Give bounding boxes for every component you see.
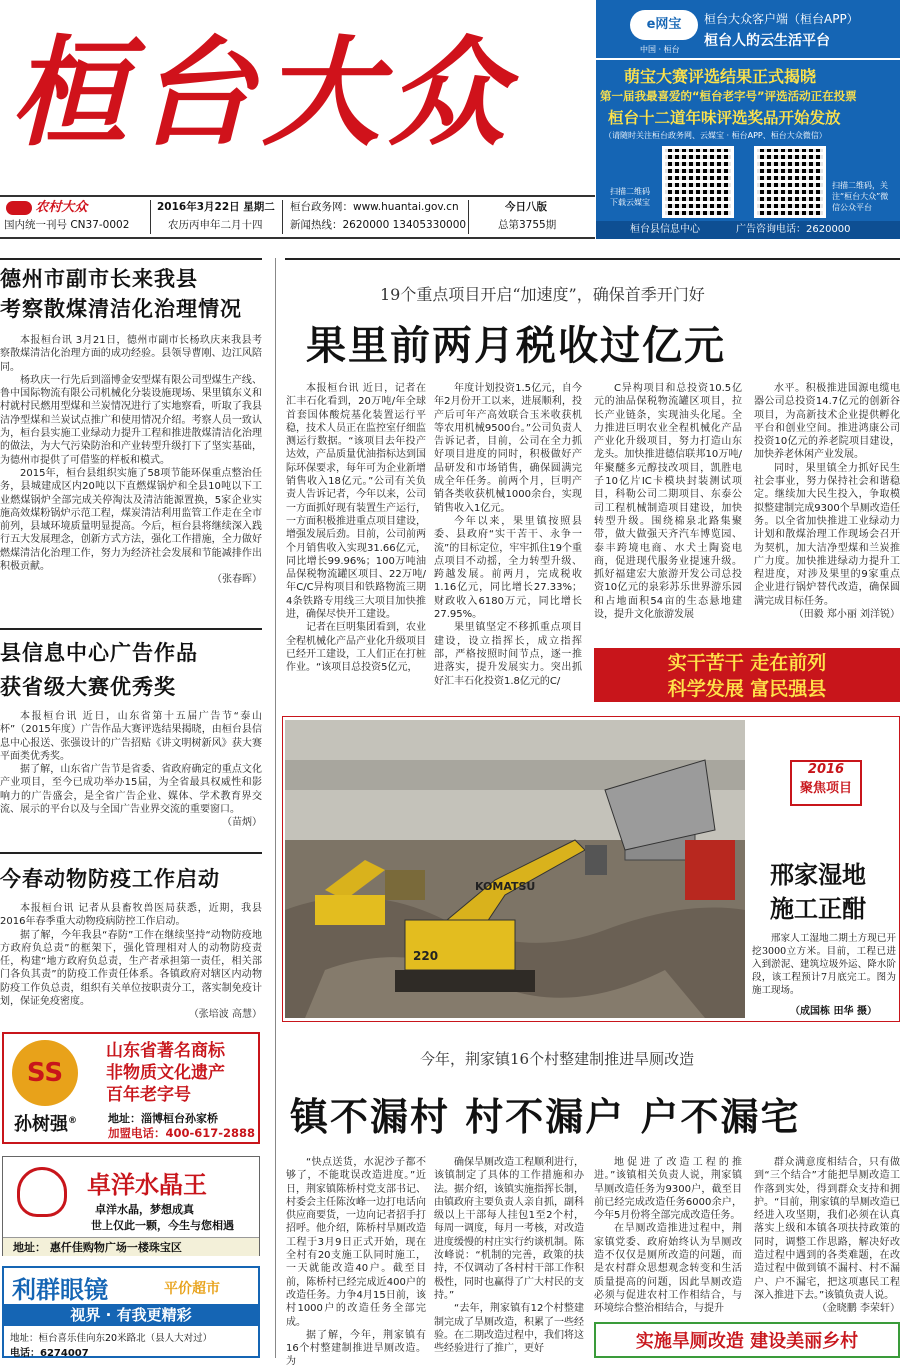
issue-number: 总第3755期 (498, 219, 557, 231)
byline: （张春晖） (212, 574, 262, 586)
ad-brand-name: 卓洋水晶王 (87, 1170, 207, 1199)
app-label: 桓台大众客户端（桓台APP） (704, 12, 859, 26)
issue-date: 2016年3月22日 星期二 (157, 201, 275, 213)
byline: （田毅 郑小丽 刘洋锐） (793, 609, 900, 621)
ss-logo-icon: SS (12, 1040, 78, 1106)
lead-col-4: 水平。积极推进国源电缆电器公司总投资14.7亿元的创新谷项目，为高新技术企业提供孵化平台和创业空间。推进鸿康公司投资10亿元的养老院项目建设，加快养老休闲产业发展。 同时，果里镇全力抓好民生社会事业，努力保持社会和谐稳定。继续加大民生投入，争取模拟整建制完成9300个旱厕改造任务。以全省加快推进工业绿动力计划和散煤治理工作现场会召开为契机，加大洁净型煤和兰炭推广力度。加快推进绿动力提升工程进度，对涉及果里的9家重点企业进行锅炉替代改造，确保圆满完成目标任务。 （田毅 郑小丽 刘洋锐） (754, 383, 900, 621)
headline: 县信息中心广告作品 (0, 640, 198, 665)
photo-headline: 邢家湿地 施工正酣 (770, 860, 866, 923)
article-epidemic (0, 864, 262, 1022)
crystal-logo-icon (17, 1167, 67, 1217)
masthead (0, 0, 595, 195)
toilet-col-4: 群众满意度相结合，只有做到“三个结合”才能把旱厕改造工作落到实处，得到群众支持和拥护。“目前，荆家镇的旱厕改造已经进入攻坚期，我们必须在认真落实上级和本镇各项扶持政策的同时，调整工作思路，解决好改造过程中遇到的各类难题，在改造过程中做到镇不漏村、村不漏户、户不漏宅，把这项惠民工程深入推进下去。”该镇负责人说。 （金晓鹏 李荣轩） (754, 1157, 900, 1315)
app-tagline: 桓台人的云生活平台 (704, 33, 830, 49)
qr-left-label: 扫描二维码 下载云媒宝 (610, 187, 650, 207)
ad-liqun[interactable] (2, 1266, 260, 1358)
hotline: 新闻热线：2620000 13405330000 (290, 219, 467, 231)
ad-line-2: 世上仅此一颗，今生与您相遇 (91, 1219, 234, 1232)
toilet-headline: 镇不漏村 村不漏户 户不漏宅 (290, 1094, 801, 1139)
article-body: 本报桓台讯 3月21日，德州市副市长杨玖庆来我县考察散煤清洁化治理方面的成功经验。县领导曹刚、边江风陪同。 杨玖庆一行先后到淄博金安型煤有限公司型煤生产线、鲁中国际物流有限公司机械化分装设施现场、果里镇东义和村就村民燃用型煤和兰炭情况进行了实地察看，听取了我县洁净型煤和兰炭试点推广和使用情况介绍。考察人员一致认为，桓台县实施工业绿动力提升工程和推进散煤清洁化治理的做法，为大气污染防治和产业转型升级打下了坚实基础，为德州市提供了可借鉴的样板和模式。 2015年，桓台县组织实施了58项节能环保重点整治任务，县城建成区内20吨以下直燃煤锅炉和全县10吨以下工业燃煤锅炉全部完成关停淘汰及清洁能源置换，5家企业实施高效煤粉锅炉示范工程，煤炭清洁利用监管工作走在全市前列，县域环境质量明显提高。今后，桓台县将继续深入践行五大发展理念，创新方式方法，强化工作措施，全力做好燃煤清洁化治理工作，努力为经济社会发展和节能减排作出积极贡献。 （张春晖） (0, 335, 262, 586)
ad-slogan: 视界 · 有我更精彩 (4, 1304, 258, 1326)
ad-line-3: 桓台十二道年味评选奖品开始发放 (608, 109, 841, 127)
ad-lines: 山东省著名商标 非物质文化遗产 百年老字号 (106, 1041, 225, 1105)
article-body: 本报桓台讯 记者从县畜牧兽医局获悉，近期，我县2016年春季重大动物疫病防控工作启动。 据了解，今年我县“春防”工作在继续坚持“动物防疫地方政府负总责”的框架下，强化管理相对人的动物防疫责任，构建“地方政府负总责，生产者承担第一责任，相关部门各负其责”的防疫工作责任体系。各镇政府对辖区内动物防疫工作负总责，组织有关单位按职责分工，落实制免疫计划，保证免疫密度。 （张培波 高慧） (0, 903, 262, 1021)
ad-line-1: 卓洋水晶，梦想成真 (95, 1203, 194, 1216)
ad-brand-name: 孙树强® (14, 1114, 77, 1135)
ad-line-2: 第一届我最喜爱的“桓台老字号”评选活动正在投票 (600, 89, 857, 103)
byline: （金晓鹏 李荣轩） (816, 1303, 900, 1315)
article-body: 本报桓台讯 近日，山东省第十五届广告节“泰山杯”（2015年度）广告作品大赛评选结果揭晓，由桓台县信息中心报送、张强设计的广告招贴《讲文明树新风》获大赛平面类优秀奖。 据了解，山东省广告节是省委、省政府确定的重点文化产业项目，至今已成功举办15届，为全省最具权威性和影响力的广告盛会，是全省广告企业、媒体、学术教育界交流、展示的平台以及与全国广告业界交流的重要窗口。 （苗炳） (0, 711, 262, 829)
ad-phone: 电话：6274007 (10, 1348, 89, 1359)
focus-badge: 2016 聚焦项目 (790, 760, 862, 806)
ad-brand-name: 利群眼镜 (12, 1275, 108, 1304)
qr-code-right[interactable] (754, 146, 826, 218)
slogan-banner: 实干苦干 走在前列 科学发展 富民强县 (594, 648, 900, 702)
website: 桓台政务网：www.huantai.gov.cn (290, 201, 459, 213)
construction-photo (285, 720, 745, 1018)
page-count: 今日八版 (505, 201, 547, 213)
svg-text:220: 220 (413, 949, 439, 963)
headline-line-2: 获省级大赛优秀奖 (0, 674, 176, 699)
lead-col-3: C异构项目和总投资10.5亿元的油品保税物流罐区项目，拉长产业链条，实现油头化尾。全力推进巨明农业全程机械化产品产业化升级项目，努力打造山东龙头。加快推进德信联邦10万吨/年聚醚多元醇技改项目，凯胜电子10亿片IC卡模块封装测试项目，科勒公司二期项目、东泰公司工程机械制造项目建设，加快转型升级。围绕棉泉北路集聚带，做大做强天齐汽车博览园、泰丰跨境电商、水犬土陶瓷电商，促进现代服务业提速升级。抓好福建宏大旅游开发公司总投资10亿元的泉彩苏乐世界游乐园和占地面积54亩的生态悬地建设，提升文化旅游发展 (594, 383, 742, 621)
ad-sunshuqiang[interactable] (2, 1032, 260, 1144)
ad-tag: 平价超市 (164, 1281, 220, 1297)
qr-code-left[interactable] (662, 146, 734, 218)
lead-col-2: 年度计划投资1.5亿元，自今年2月份开工以来，进展顺利，投产后可年产高效联合玉米收获机等农用机械9500台。”公司负责人告诉记者，目前，公司在全力抓好项目进度的同时，积极做好产品研发和市场销售，确保圆满完成全年任务。前两个月，巨明产销各类收获机械1000余台，实现销售收入1亿元。 今年以来，果里镇按照县委、县政府“实干苦干、永争一流”的目标定位，牢牢抓住19个重点项目不动摇，全力转型升级、跨越发展。前两月，完成税收1.16亿元，同比增长27.33%；财政收入6180万元，同比增长27.95%。 果里镇坚定不移抓重点项目建设，设立指挥长，成立指挥部，严格按照时间节点，逐一推进落实，提升发展实力。突出抓好汇丰石化投资1.8亿元的C/ (434, 383, 582, 687)
ad-note: （请随时关注桓台政务网、云媒宝 · 桓台APP、桓台大众微信） (604, 131, 827, 140)
ad-line-1: 萌宝大赛评选结果正式揭晓 (624, 67, 817, 86)
toilet-col-3: 地促进了改造工程的推进。”该镇相关负责人说，荆家镇旱厕改造任务为9300户，截至目前已经完成改造任务6000余户，今年5月份将全部完成改造任务。 在旱厕改造推进过程中，荆家镇党委、政府始终认为旱厕改造不仅仅是厕所改造的问题，而是农村群众思想观念转变和生活质量提高的问题，因此旱厕改造必须与促进农村工作相结合，与环境综合整治相结合，与提升 (594, 1157, 742, 1315)
masthead-title: 桓台大众 (10, 23, 515, 162)
svg-text:KOMATSU: KOMATSU (475, 880, 536, 893)
article-dezhou (0, 264, 262, 587)
brand-sub: 中国 · 桓台 (640, 45, 680, 54)
byline: （苗炳） (222, 817, 262, 829)
toilet-col-1: “快点送货，水泥沙子都不够了，不能耽误改造进度。”近日，荆家镇陈桥村党支部书记、村委会主任陈汝峰一边打电话向供应商要货，一边向记者招手打招呼。他介绍，陈桥村旱厕改造工程于3月9日正式开始，现在全村有20支施工队同时施工，一天就能改造40户。截至目前，陈桥村已经完成近400户的改造任务。力争4月15日前，该村1000户的改造任务全部完成。 据了解，今年，荆家镇有16个村整建制推进旱厕改造。为 (286, 1157, 426, 1368)
toilet-kicker: 今年，荆家镇16个村整建制推进旱厕改造 (420, 1050, 695, 1068)
top-right-ad (596, 0, 900, 239)
headline-line-2: 考察散煤清洁化治理情况 (0, 296, 242, 321)
qr-right-label: 扫描二维码，关注“桓台大众”微信公众平台 (832, 181, 889, 212)
sub-logo-icon (6, 201, 32, 215)
article-ad-award (0, 638, 262, 830)
lead-col-1: 本报桓台讯 近日，记者在汇丰石化看到，20万吨/年全球首套国体酸烷基化装置运行平稳，技术人员正在监控室仔细监测运行数据。“该项目去年投产达效，产品质量优油指标达到国际环保要求，每年可为企业新增销售收入18亿元。”公司有关负责人告诉记者，今年以来，公司一方面抓好现有装置生产运行，一方面积极推进重点项目建设，增强发展后劲。目前，公司前两个月销售收入实现31.66亿元，同比增长99.96%；100万吨油品保税物流罐区项目、22万吨/年C/C异构项目和铁路物流三期4条铁路专用线三大项目加快推进，确保尽快开工建设。 记者在巨明集团看到，农业全程机械化产品产业化升级项目已经开工建设，工人们正在打桩作业。“该项目总投资5亿元， (286, 383, 426, 674)
ad-address: 地址：桓台喜乐佳向东20米路北（县人大对过） (10, 1333, 213, 1344)
toilet-col-2: 确保旱厕改造工程顺利进行，该镇制定了具体的工作措施和办法。据介绍，该镇实施指挥长制，由镇政府主要负责人亲自抓，副科级以上干部每人挂包1至2个村，每周一调度，每月一考核，对改造进度缓慢的村庄实行约谈机制。陈汝峰说：“机制的完善，政策的扶持，不仅调动了各村村干部工作积极性，同时也赢得了广大村民的支持。” “去年，荆家镇有12个村整建制完成了旱厕改造，积累了一些经验。在二期改造过程中，我们将这些经验进行了推广，更好 (434, 1157, 584, 1355)
lunar-date: 农历丙申年二月十四 (168, 219, 263, 231)
lead-headline: 果里前两月税收过亿元 (306, 322, 726, 369)
photo-caption: 邢家人工湿地二期土方现已开挖3000立方米。目前，工程已进入到淤泥、建筑垃圾外运、降水阶段，该工程预计7月底完工。图为施工现场。 (752, 933, 896, 996)
masthead-infobar (0, 195, 595, 239)
lead-kicker: 19个重点项目开启“加速度”，确保首季开门好 (380, 285, 705, 304)
construction-scene-icon (285, 720, 745, 1018)
slogan-banner-2: 实施旱厕改造 建设美丽乡村 (594, 1322, 900, 1358)
brand-logo: e网宝 (630, 10, 698, 40)
photo-byline: （成国栋 田华 摄） (790, 1006, 877, 1017)
byline: （张培波 高慧） (188, 1009, 262, 1021)
ad-address: 地址： 惠仟佳购物广场一楼珠宝区 (3, 1237, 259, 1256)
cn-number: 国内统一刊号 CN37-0002 (4, 219, 130, 231)
ad-address: 地址：淄博桓台孙家桥 (108, 1112, 218, 1125)
sub-logo: 农村大众 (6, 199, 87, 217)
ad-footer: 桓台县信息中心 广告咨询电话：2620000 (596, 221, 900, 239)
headline: 德州市副市长来我县 (0, 266, 198, 291)
headline: 今春动物防疫工作启动 (0, 866, 220, 891)
ad-zhuoyang[interactable] (2, 1156, 260, 1256)
ad-hotline: 加盟电话：400-617-2888 (108, 1126, 256, 1140)
